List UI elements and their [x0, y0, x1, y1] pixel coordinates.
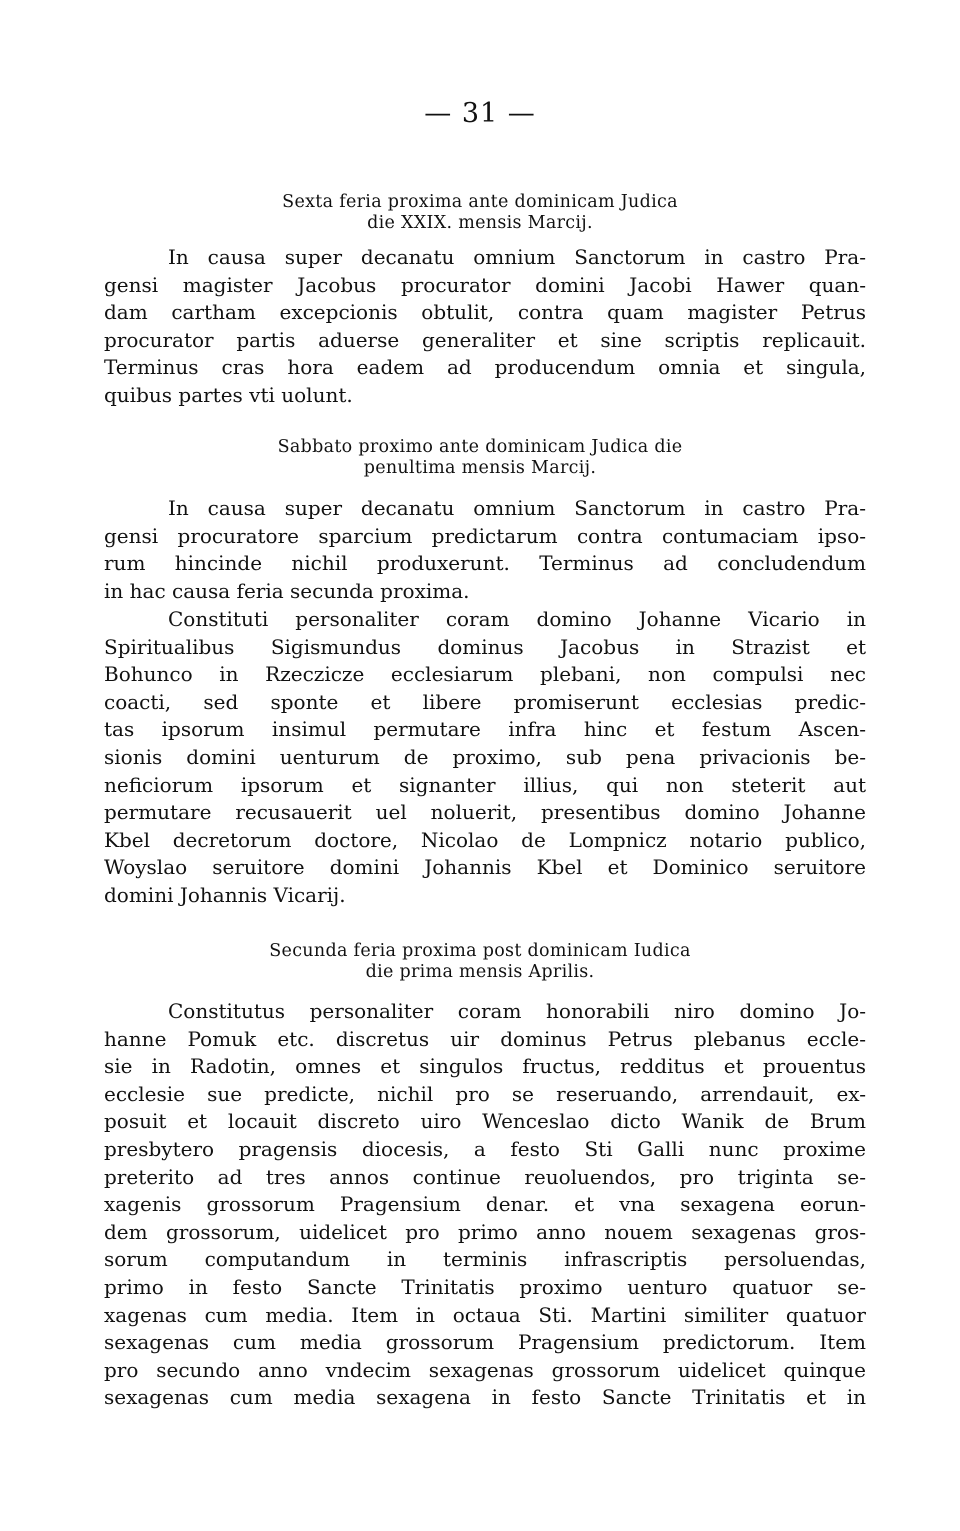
text-line: hanne Pomuk etc. discretus uir dominus Petrus plebanus eccle-	[104, 1026, 866, 1051]
entry-heading-3	[0, 941, 960, 983]
text-line: ecclesie sue predicte, nichil pro se reseruando, arrendauit, ex-	[104, 1081, 866, 1106]
text-line: permutare recusauerit uel noluerit, presentibus domino Johanne	[104, 800, 866, 825]
text-line: Constituti personaliter coram domino Johanne Vicario in	[168, 607, 866, 631]
entry-heading-1	[0, 192, 960, 234]
entry-paragraph	[104, 998, 866, 1412]
entry-paragraph	[104, 495, 866, 605]
text-line: presbytero pragensis diocesis, a festo Sti Galli nunc proxime	[104, 1136, 866, 1161]
text-line: gensi magister Jacobus procurator domini Jacobi Hawer quan-	[104, 272, 866, 297]
text-line: Spiritualibus Sigismundus dominus Jacobus in Strazist et	[104, 634, 866, 659]
text-line: sexagenas cum media grossorum Pragensium predictorum. Item	[104, 1330, 866, 1355]
text-line: sexagenas cum media sexagena in festo Sancte Trinitatis et in	[104, 1385, 866, 1410]
heading-line: Secunda feria proxima post dominicam Iudica	[269, 941, 691, 961]
text-line: procurator partis aduerse generaliter et sine scriptis replicauit.	[104, 327, 866, 352]
text-line: rum hincinde nichil produxerunt. Terminus ad concludendum	[104, 551, 866, 576]
text-line: xagenis grossorum Pragensium denar. et vna sexagena eorun-	[104, 1192, 866, 1217]
text-line: Constitutus personaliter coram honorabili niro domino Jo-	[168, 999, 866, 1023]
page-number: — 31 —	[424, 98, 536, 129]
heading-line: die XXIX. mensis Marcij.	[367, 213, 593, 233]
entry-paragraph	[104, 606, 866, 910]
text-line: primo in festo Sancte Trinitatis proximo uenturo quatuor se-	[104, 1274, 866, 1299]
text-line: in hac causa feria secunda proxima.	[104, 578, 470, 603]
text-line: In causa super decanatu omnium Sanctorum in castro Pra-	[168, 496, 866, 520]
text-line: pro secundo anno vndecim sexagenas grossorum uidelicet quinque	[104, 1357, 866, 1382]
text-line: sie in Radotin, omnes et singulos fructus, redditus et prouentus	[104, 1054, 866, 1079]
text-line: Woyslao seruitore domini Johannis Kbel et Dominico seruitore	[104, 855, 866, 880]
text-line: Terminus cras hora eadem ad producendum omnia et singula,	[104, 355, 866, 380]
text-line: quibus partes vti uolunt.	[104, 382, 353, 407]
heading-line: penultima mensis Marcij.	[363, 458, 597, 478]
text-line: In causa super decanatu omnium Sanctorum in castro Pra-	[168, 245, 866, 269]
heading-line: Sabbato proximo ante dominicam Judica die	[277, 437, 683, 457]
text-line: sionis domini uenturum de proximo, sub pena privacionis be-	[104, 744, 866, 769]
text-line: xagenas cum media. Item in octaua Sti. Martini similiter quatuor	[104, 1302, 866, 1327]
text-line: dam cartham excepcionis obtulit, contra quam magister Petrus	[104, 300, 866, 325]
text-line: preterito ad tres annos continue reuoluendos, pro triginta se-	[104, 1164, 866, 1189]
text-line: Kbel decretorum doctore, Nicolao de Lompnicz notario publico,	[104, 827, 866, 852]
text-line: coacti, sed sponte et libere promiserunt ecclesias predic-	[104, 689, 866, 714]
heading-line: Sexta feria proxima ante dominicam Judica	[282, 192, 678, 212]
text-line: Bohunco in Rzeczicze ecclesiarum plebani, non compulsi nec	[104, 662, 866, 687]
heading-line: die prima mensis Aprilis.	[365, 962, 595, 982]
text-line: posuit et locauit discreto uiro Wenceslao dicto Wanik de Brum	[104, 1109, 866, 1134]
entry-heading-2	[0, 437, 960, 479]
text-line: domini Johannis Vicarij.	[104, 882, 346, 907]
text-line: tas ipsorum insimul permutare infra hinc et festum Ascen-	[104, 717, 866, 742]
text-line: sorum computandum in terminis infrascriptis persoluendas,	[104, 1247, 866, 1272]
text-line: neficiorum ipsorum et signanter illius, qui non steterit aut	[104, 772, 866, 797]
entry-paragraph	[104, 244, 866, 410]
text-line: dem grossorum, uidelicet pro primo anno nouem sexagenas gros-	[104, 1219, 866, 1244]
text-line: gensi procuratore sparcium predictarum contra contumaciam ipso-	[104, 523, 866, 548]
